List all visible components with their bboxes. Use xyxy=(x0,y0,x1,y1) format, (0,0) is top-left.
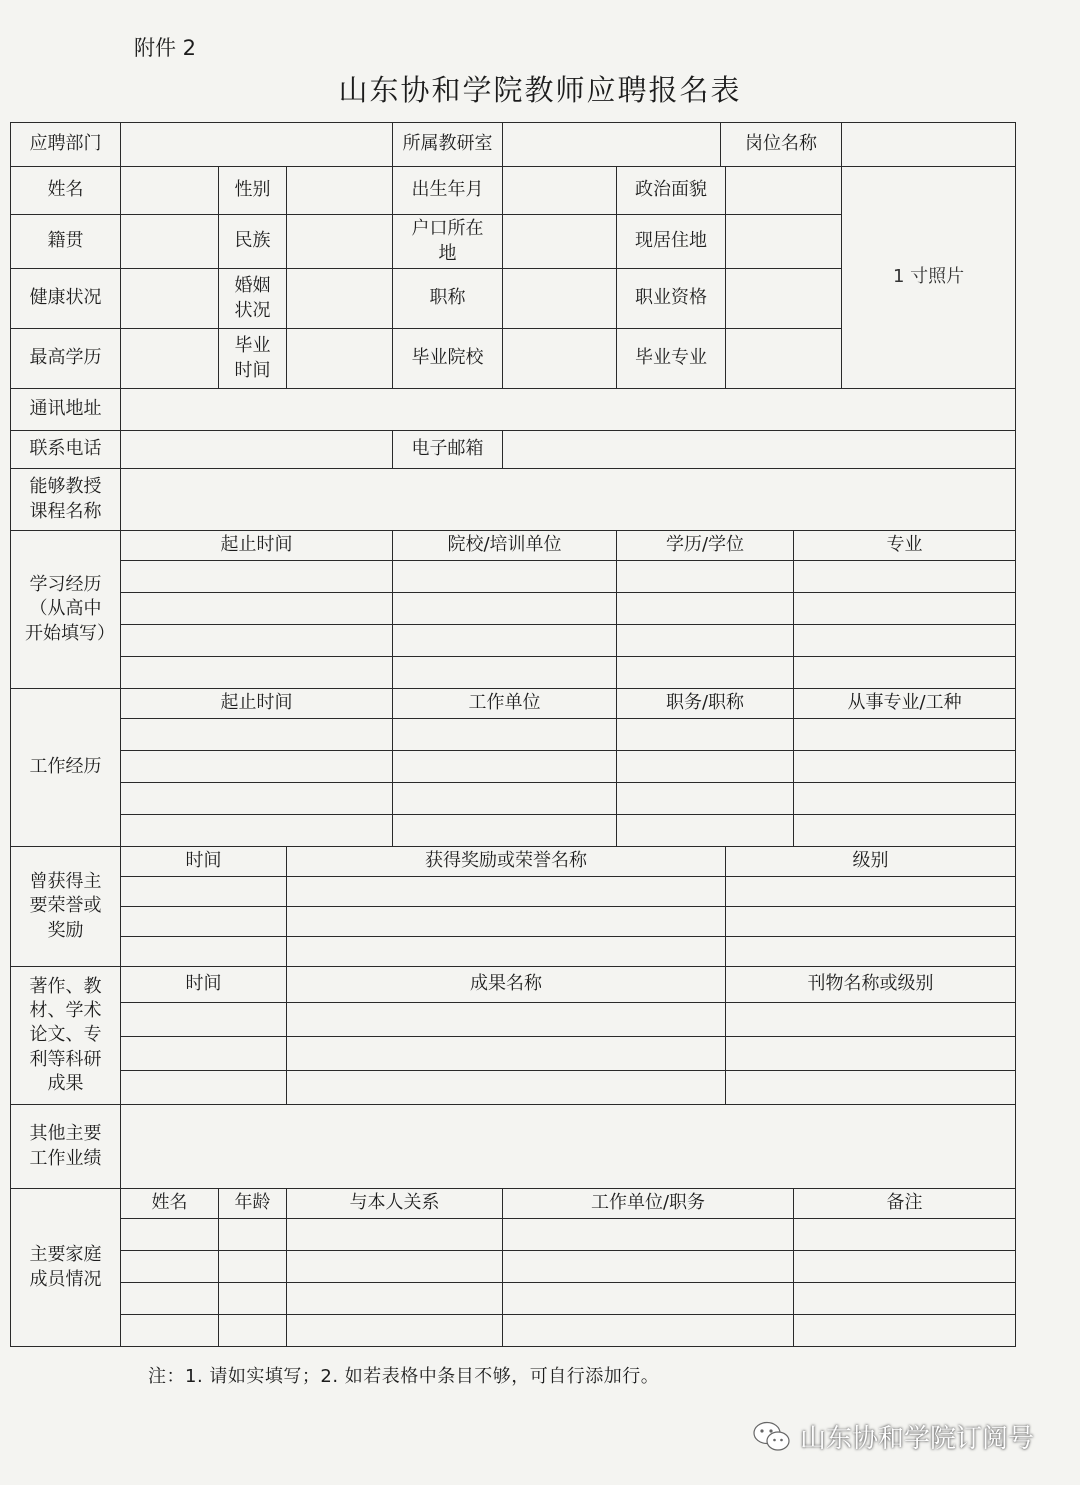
label-politics: 政治面貌 xyxy=(617,167,726,215)
honor-cell[interactable] xyxy=(121,877,287,907)
label-gradtime: 毕业时间 xyxy=(219,329,287,389)
field-qualification[interactable] xyxy=(726,269,842,329)
honor-cell[interactable] xyxy=(726,907,1016,937)
label-office: 所属教研室 xyxy=(393,123,503,167)
family-cell[interactable] xyxy=(121,1315,219,1347)
photo-box[interactable]: 1 寸照片 xyxy=(842,167,1016,389)
field-other[interactable] xyxy=(121,1105,1016,1189)
label-gender: 性别 xyxy=(219,167,287,215)
honor-cell[interactable] xyxy=(287,937,726,967)
label-native: 籍贯 xyxy=(11,215,121,269)
study-cell[interactable] xyxy=(393,593,617,625)
research-cell[interactable] xyxy=(726,1071,1016,1105)
label-other: 其他主要工作业绩 xyxy=(11,1105,121,1189)
field-address[interactable] xyxy=(121,389,1016,431)
research-cell[interactable] xyxy=(121,1003,287,1037)
study-col-school: 院校/培训单位 xyxy=(393,531,617,561)
footnote: 注：1. 请如实填写；2. 如若表格中条目不够，可自行添加行。 xyxy=(148,1366,660,1387)
family-col-age: 年龄 xyxy=(219,1189,287,1219)
honor-cell[interactable] xyxy=(287,907,726,937)
family-cell[interactable] xyxy=(794,1219,1016,1251)
field-health[interactable] xyxy=(121,269,219,329)
label-research: 著作、教材、学术论文、专利等科研成果 xyxy=(11,967,121,1105)
study-cell[interactable] xyxy=(794,657,1016,689)
study-cell[interactable] xyxy=(121,593,393,625)
work-cell[interactable] xyxy=(794,815,1016,847)
field-gender[interactable] xyxy=(287,167,393,215)
watermark-text: 山东协和学院订阅号 xyxy=(800,1424,1035,1454)
work-cell[interactable] xyxy=(393,751,617,783)
field-office[interactable] xyxy=(503,123,721,167)
work-cell[interactable] xyxy=(617,751,794,783)
family-cell[interactable] xyxy=(219,1315,287,1347)
family-col-unit: 工作单位/职务 xyxy=(503,1189,794,1219)
field-marital[interactable] xyxy=(287,269,393,329)
family-cell[interactable] xyxy=(121,1219,219,1251)
family-cell[interactable] xyxy=(121,1251,219,1283)
honor-col-level: 级别 xyxy=(726,847,1016,877)
application-form-table xyxy=(10,122,1016,1347)
study-col-degree: 学历/学位 xyxy=(617,531,794,561)
field-birth[interactable] xyxy=(503,167,617,215)
label-residence: 现居住地 xyxy=(617,215,726,269)
family-cell[interactable] xyxy=(219,1219,287,1251)
field-politics[interactable] xyxy=(726,167,842,215)
label-school: 毕业院校 xyxy=(393,329,503,389)
label-study: 学习经历（从高中开始填写） xyxy=(11,531,121,689)
label-position: 岗位名称 xyxy=(721,123,842,167)
work-cell[interactable] xyxy=(393,719,617,751)
study-cell[interactable] xyxy=(794,561,1016,593)
work-cell[interactable] xyxy=(794,719,1016,751)
family-col-remark: 备注 xyxy=(794,1189,1016,1219)
study-cell[interactable] xyxy=(617,561,794,593)
research-cell[interactable] xyxy=(121,1037,287,1071)
family-col-relation: 与本人关系 xyxy=(287,1189,503,1219)
family-cell[interactable] xyxy=(121,1283,219,1315)
research-cell[interactable] xyxy=(726,1003,1016,1037)
research-cell[interactable] xyxy=(121,1071,287,1105)
family-cell[interactable] xyxy=(287,1219,503,1251)
field-major[interactable] xyxy=(726,329,842,389)
label-address: 通讯地址 xyxy=(11,389,121,431)
field-name[interactable] xyxy=(121,167,219,215)
field-native[interactable] xyxy=(121,215,219,269)
research-col-journal: 刊物名称或级别 xyxy=(726,967,1016,1003)
work-col-unit: 工作单位 xyxy=(393,689,617,719)
honor-cell[interactable] xyxy=(121,907,287,937)
family-cell[interactable] xyxy=(287,1251,503,1283)
label-ethnic: 民族 xyxy=(219,215,287,269)
field-courses[interactable] xyxy=(121,469,1016,531)
family-cell[interactable] xyxy=(503,1283,794,1315)
research-cell[interactable] xyxy=(726,1037,1016,1071)
study-col-time: 起止时间 xyxy=(121,531,393,561)
research-cell[interactable] xyxy=(287,1037,726,1071)
family-cell[interactable] xyxy=(287,1283,503,1315)
work-cell[interactable] xyxy=(121,783,393,815)
work-cell[interactable] xyxy=(617,783,794,815)
family-cell[interactable] xyxy=(794,1283,1016,1315)
study-cell[interactable] xyxy=(393,561,617,593)
research-col-time: 时间 xyxy=(121,967,287,1003)
work-cell[interactable] xyxy=(794,783,1016,815)
field-phone[interactable] xyxy=(121,431,393,469)
study-col-major: 专业 xyxy=(794,531,1016,561)
work-cell[interactable] xyxy=(393,815,617,847)
field-gradtime[interactable] xyxy=(287,329,393,389)
honor-col-time: 时间 xyxy=(121,847,287,877)
family-cell[interactable] xyxy=(219,1251,287,1283)
study-cell[interactable] xyxy=(393,625,617,657)
work-col-title: 职务/职称 xyxy=(617,689,794,719)
honor-cell[interactable] xyxy=(121,937,287,967)
label-rank: 职称 xyxy=(393,269,503,329)
label-email: 电子邮箱 xyxy=(393,431,503,469)
field-rank[interactable] xyxy=(503,269,617,329)
honor-cell[interactable] xyxy=(726,877,1016,907)
field-school[interactable] xyxy=(503,329,617,389)
family-cell[interactable] xyxy=(794,1251,1016,1283)
form-title: 山东协和学院教师应聘报名表 xyxy=(338,73,742,107)
work-cell[interactable] xyxy=(617,719,794,751)
work-col-field: 从事专业/工种 xyxy=(794,689,1016,719)
label-hukou: 户口所在地 xyxy=(393,215,503,269)
label-family: 主要家庭成员情况 xyxy=(11,1189,121,1347)
study-cell[interactable] xyxy=(121,561,393,593)
label-honor: 曾获得主要荣誉或奖励 xyxy=(11,847,121,967)
label-dept: 应聘部门 xyxy=(11,123,121,167)
label-courses: 能够教授课程名称 xyxy=(11,469,121,531)
watermark xyxy=(752,1418,1034,1455)
field-residence[interactable] xyxy=(726,215,842,269)
honor-cell[interactable] xyxy=(287,877,726,907)
family-cell[interactable] xyxy=(503,1219,794,1251)
field-ethnic[interactable] xyxy=(287,215,393,269)
study-cell[interactable] xyxy=(617,625,794,657)
family-cell[interactable] xyxy=(503,1315,794,1347)
study-cell[interactable] xyxy=(121,657,393,689)
label-birth: 出生年月 xyxy=(393,167,503,215)
label-phone: 联系电话 xyxy=(11,431,121,469)
study-cell[interactable] xyxy=(617,593,794,625)
honor-col-name: 获得奖励或荣誉名称 xyxy=(287,847,726,877)
study-cell[interactable] xyxy=(393,657,617,689)
study-cell[interactable] xyxy=(794,625,1016,657)
work-cell[interactable] xyxy=(794,751,1016,783)
honor-cell[interactable] xyxy=(726,937,1016,967)
field-email[interactable] xyxy=(503,431,1016,469)
label-qualification: 职业资格 xyxy=(617,269,726,329)
study-cell[interactable] xyxy=(617,657,794,689)
field-hukou[interactable] xyxy=(503,215,617,269)
family-col-name: 姓名 xyxy=(121,1189,219,1219)
label-marital: 婚姻状况 xyxy=(219,269,287,329)
field-position[interactable] xyxy=(842,123,1016,167)
family-cell[interactable] xyxy=(287,1315,503,1347)
wechat-icon xyxy=(752,1419,792,1455)
research-cell[interactable] xyxy=(287,1071,726,1105)
work-col-time: 起止时间 xyxy=(121,689,393,719)
label-name: 姓名 xyxy=(11,167,121,215)
research-cell[interactable] xyxy=(287,1003,726,1037)
attachment-label: 附件 2 xyxy=(134,36,197,60)
family-cell[interactable] xyxy=(503,1251,794,1283)
work-cell[interactable] xyxy=(393,783,617,815)
field-edu[interactable] xyxy=(121,329,219,389)
field-dept[interactable] xyxy=(121,123,393,167)
label-edu: 最高学历 xyxy=(11,329,121,389)
work-cell[interactable] xyxy=(121,719,393,751)
label-major: 毕业专业 xyxy=(617,329,726,389)
work-cell[interactable] xyxy=(121,751,393,783)
label-work: 工作经历 xyxy=(11,689,121,847)
family-cell[interactable] xyxy=(219,1283,287,1315)
research-col-name: 成果名称 xyxy=(287,967,726,1003)
label-health: 健康状况 xyxy=(11,269,121,329)
family-cell[interactable] xyxy=(794,1315,1016,1347)
work-cell[interactable] xyxy=(617,815,794,847)
study-cell[interactable] xyxy=(121,625,393,657)
work-cell[interactable] xyxy=(121,815,393,847)
study-cell[interactable] xyxy=(794,593,1016,625)
